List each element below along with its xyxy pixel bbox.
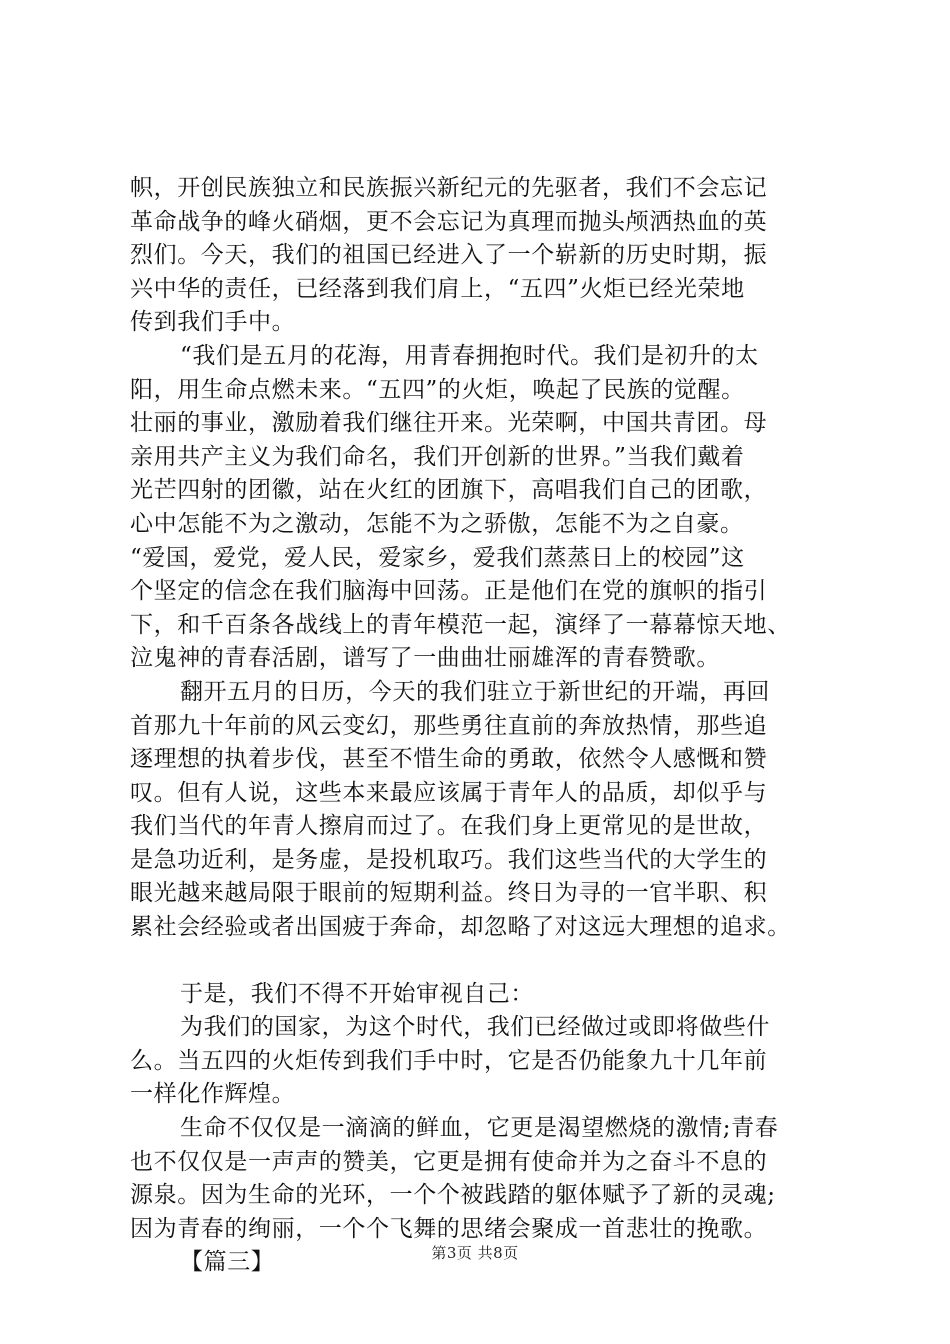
text-line: 亲用共产主义为我们命名，我们开创新的世界。”当我们戴着	[130, 443, 745, 470]
text-line: 翻开五月的日历，今天的我们驻立于新世纪的开端，再回	[180, 678, 770, 705]
text-line: 泣鬼神的青春活剧，谱写了一曲曲壮丽雄浑的青春赞歌。	[130, 645, 720, 672]
text-line: 心中怎能不为之激动，怎能不为之骄傲，怎能不为之自豪。	[130, 510, 744, 537]
text-line: 首那九十年前的风云变幻，那些勇往直前的奔放热情，那些追	[130, 712, 768, 739]
paragraph-gap	[130, 945, 850, 978]
text-line: 于是，我们不得不开始审视自己：	[180, 980, 534, 1007]
text-line: 帜，开创民族独立和民族振兴新纪元的先驱者，我们不会忘记	[130, 175, 768, 201]
text-line: 因为青春的绚丽，一个个飞舞的思绪会聚成一首悲壮的挽歌。	[130, 1215, 768, 1242]
page-footer: 第3页 共8页	[431, 1244, 519, 1262]
text-line: 传到我们手中。	[130, 309, 296, 336]
text-line: 眼光越来越局限于眼前的短期利益。终日为寻的一官半职、积	[130, 880, 768, 907]
text-line: 烈们。今天，我们的祖国已经进入了一个崭新的历史时期，振	[130, 242, 768, 269]
text-line: 兴中华的责任，已经落到我们肩上，“五四”火炬已经光荣地	[130, 275, 745, 302]
text-line: 是急功近利，是务虚，是投机取巧。我们这些当代的大学生的	[130, 846, 768, 873]
text-line: 壮丽的事业，激励着我们继往开来。光荣啊，中国共青团。母	[130, 410, 768, 437]
text-line: 生命不仅仅是一滴滴的鲜血，它更是渴望燃烧的激情;青春	[180, 1115, 779, 1142]
text-line: 我们当代的年青人擦肩而过了。在我们身上更常见的是世故，	[130, 813, 768, 840]
body-text	[130, 172, 850, 1280]
text-line: 累社会经验或者出国疲于奔命，却忽略了对这远大理想的追求。	[130, 914, 791, 941]
text-line: 个坚定的信念在我们脑海中回荡。正是他们在党的旗帜的指引	[130, 578, 768, 605]
text-line: 一样化作辉煌。	[130, 1081, 296, 1108]
text-line: 叹。但有人说，这些本来最应该属于青年人的品质，却似乎与	[130, 779, 768, 806]
text-line: 也不仅仅是一声声的赞美，它更是拥有使命并为之奋斗不息的	[130, 1148, 768, 1175]
text-line: 逐理想的执着步伐，甚至不惜生命的勇敢，依然令人感慨和赞	[130, 746, 768, 773]
text-line: 阳，用生命点燃未来。“五四”的火炬，唤起了民族的觉醒。	[130, 376, 745, 403]
text-line: 革命战争的峰火硝烟，更不会忘记为真理而抛头颅洒热血的英	[130, 208, 768, 235]
text-line: 为我们的国家，为这个时代，我们已经做过或即将做些什	[180, 1014, 770, 1041]
text-line: “我们是五月的花海，用青春拥抱时代。我们是初升的太	[180, 342, 759, 369]
text-line: 么。当五四的火炬传到我们手中时，它是否仍能象九十几年前	[130, 1047, 768, 1074]
text-line: 源泉。因为生命的光环，一个个被践踏的躯体赋予了新的灵魂;	[130, 1182, 776, 1209]
text-line: 下，和千百条各战线上的青年模范一起，演绎了一幕幕惊天地、	[130, 611, 791, 638]
section-heading: 【篇三】	[180, 1249, 275, 1276]
text-line: 光芒四射的团徽，站在火红的团旗下，高唱我们自己的团歌，	[130, 477, 768, 504]
text-line: “爱国，爱党，爱人民，爱家乡，爱我们蒸蒸日上的校园”这	[130, 544, 745, 571]
